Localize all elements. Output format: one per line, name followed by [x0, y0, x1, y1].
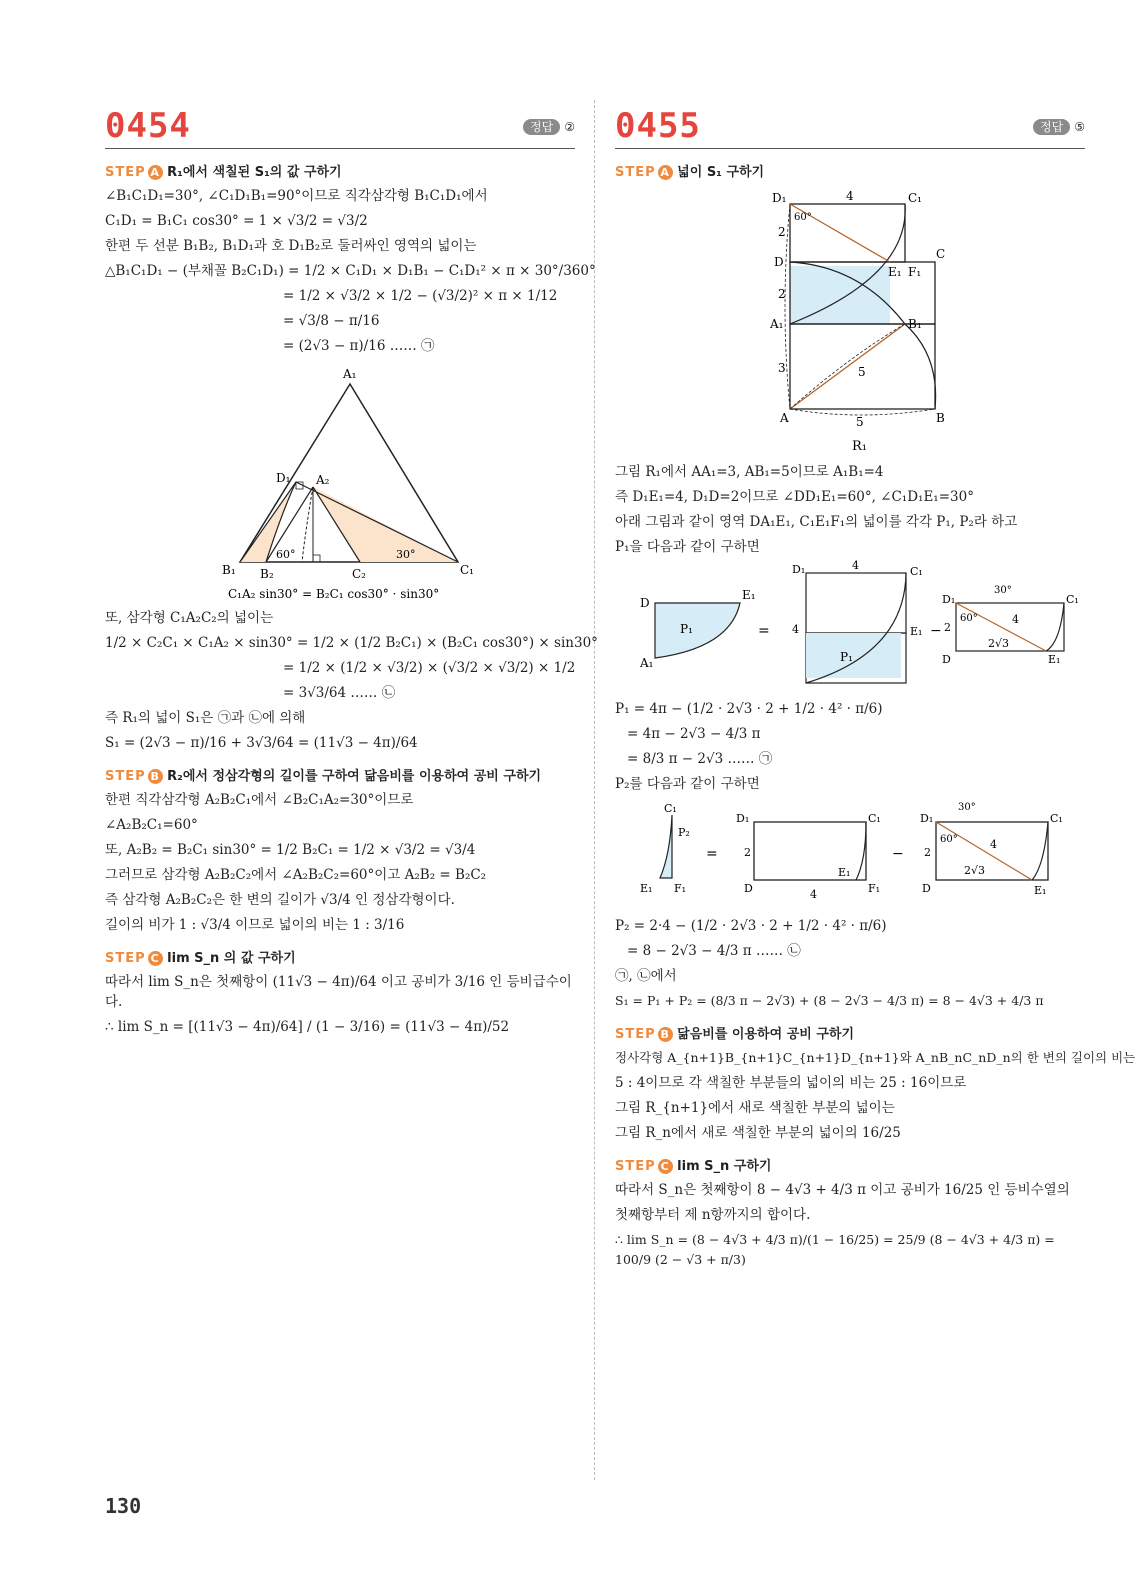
label-angle-60: 60° — [794, 212, 812, 223]
step-letter: C — [148, 951, 163, 966]
label-4: 4 — [810, 888, 817, 901]
answer-value: ② — [564, 120, 575, 134]
problem-number: 0454 — [105, 106, 191, 146]
label-angle-30: 30° — [958, 802, 976, 813]
label-angle-30: 30° — [994, 585, 1012, 596]
step-b-heading — [615, 1023, 1085, 1042]
label-4-c: 4 — [1012, 613, 1019, 626]
equation-line: S₁ = (2√3 − π)/16 + 3√3/64 = (11√3 − 4π)/64 — [105, 735, 418, 751]
equation-line: ∴ lim S_n = [(11√3 − 4π)/64] / (1 − 3/16) = (11√3 − 4π)/52 — [105, 1019, 510, 1035]
label-bottom-5: 5 — [856, 415, 864, 429]
label-4: 4 — [852, 559, 859, 572]
step-title: 넓이 S₁ 구하기 — [677, 165, 765, 180]
text-line: 아래 그림과 같이 영역 DA₁E₁, C₁E₁F₁의 넓이를 각각 P₁, P₂라 하고 — [615, 514, 1018, 530]
label-c1: C₁ — [664, 802, 677, 815]
label-d1: D₁ — [736, 812, 750, 825]
label-p1: P₁ — [680, 622, 693, 636]
text-line: 그림 R_n에서 새로 색칠한 부분의 넓이의 16/25 — [615, 1125, 901, 1141]
text-line: 또, 삼각형 C₁A₂C₂의 넓이는 — [105, 610, 274, 626]
label-a1: A₁ — [343, 367, 357, 381]
equation-line: S₁ = P₁ + P₂ = (8/3 π − 2√3) + (8 − 2√3 − 4/3 π) = 8 − 4√3 + 4/3 π — [615, 993, 1044, 1008]
label-c1-c: C₁ — [1050, 812, 1063, 825]
label-2root3: 2√3 — [988, 637, 1010, 650]
label-e1-c: E₁ — [1048, 653, 1061, 666]
label-f1: F₁ — [908, 265, 922, 279]
equation-line: C₁D₁ = B₁C₁ cos30° = 1 × √3/2 = √3/2 — [105, 213, 368, 229]
label-top-4: 4 — [846, 189, 854, 203]
label-a: A — [780, 411, 789, 425]
text-line: 그림 R₁에서 AA₁=3, AB₁=5이므로 A₁B₁=4 — [615, 464, 884, 480]
answer-badge — [1033, 118, 1085, 135]
problem-0454 — [105, 96, 598, 1042]
p2-decomposition-figure — [620, 800, 1080, 910]
equation-line: = √3/8 − π/16 — [283, 313, 380, 329]
label-angle-60: 60° — [276, 548, 296, 561]
step-a-heading — [615, 161, 1085, 180]
answer-tag: 정답 — [1033, 119, 1070, 135]
label-2: 2 — [944, 621, 951, 634]
text-line: 따라서 lim S_n은 첫째항이 (11√3 − 4π)/64 이고 공비가 3/16 인 등비급수이다. — [105, 974, 572, 1010]
text-line: 5 : 4이므로 각 색칠한 부분들의 넓이의 비는 25 : 16이므로 — [615, 1075, 967, 1091]
step-label: STEP — [105, 769, 146, 784]
label-d: D — [744, 882, 753, 895]
label-d: D — [774, 255, 784, 269]
label-d: D — [640, 596, 650, 610]
shaded-region-p1 — [790, 266, 890, 324]
problem-number: 0455 — [615, 106, 701, 146]
triangle-figure — [210, 362, 474, 602]
equation-line: = 4π − 2√3 − 4/3 π — [627, 726, 761, 742]
label-c1-c: C₁ — [1066, 593, 1079, 606]
text-line: 따라서 S_n은 첫째항이 8 − 4√3 + 4/3 π 이고 공비가 16/25 인 등비수열의 — [615, 1182, 1070, 1198]
text-line: 정사각형 A_{n+1}B_{n+1}C_{n+1}D_{n+1}와 A_nB_nC_nD_n의 한 변의 길이의 비는 — [615, 1050, 1135, 1065]
label-f1-b: F₁ — [868, 882, 881, 895]
label-c1-b: C₁ — [868, 812, 881, 825]
label-b2: B₂ — [260, 567, 274, 581]
step-title: 닮음비를 이용하여 공비 구하기 — [677, 1027, 855, 1042]
label-e1-b: E₁ — [910, 625, 923, 638]
label-c1: C₁ — [460, 563, 474, 577]
label-e1: E₁ — [888, 265, 902, 279]
equation-line: = 1/2 × √3/2 × 1/2 − (√3/2)² × π × 1/12 — [283, 288, 558, 304]
label-d1-c: D₁ — [942, 593, 956, 606]
label-diag-5: 5 — [858, 365, 866, 379]
step-label: STEP — [615, 1027, 656, 1042]
label-side-2b: 2 — [778, 287, 786, 301]
text-line: 즉 D₁E₁=4, D₁D=2이므로 ∠DD₁E₁=60°, ∠C₁D₁E₁=30° — [615, 489, 974, 505]
equation-line: = 8/3 π − 2√3 …… ㉠ — [627, 751, 773, 767]
step-letter: A — [148, 165, 163, 180]
text-line: 길이의 비가 1 : √3/4 이므로 넓이의 비는 1 : 3/16 — [105, 917, 405, 933]
equation-line: 또, A₂B₂ = B₂C₁ sin30° = 1/2 B₂C₁ = 1/2 × √3/2 = √3/4 — [105, 842, 476, 858]
step-label: STEP — [105, 951, 146, 966]
step-b-heading — [105, 765, 575, 784]
label-4-side: 4 — [792, 623, 799, 636]
equation-line: = 1/2 × (1/2 × √3/2) × (√3/2 × √3/2) × 1/2 — [283, 660, 576, 676]
square-figure-r1 — [740, 186, 960, 456]
page-number: 130 — [105, 1494, 142, 1518]
step-title: R₂에서 정삼각형의 길이를 구하여 닮음비를 이용하여 공비 구하기 — [167, 769, 542, 784]
label-b1: B₁ — [908, 317, 922, 331]
equation-line: = 8 − 2√3 − 4/3 π …… ㉡ — [627, 943, 801, 959]
text-line: ∠A₂B₂C₁=60° — [105, 817, 198, 833]
step-a-heading — [105, 161, 575, 180]
problem-header — [615, 96, 1085, 149]
equation-line: = (2√3 − π)/16 …… ㉠ — [283, 338, 435, 354]
label-d1-c: D₁ — [920, 812, 934, 825]
label-2: 2 — [744, 846, 751, 859]
step-label: STEP — [615, 1159, 656, 1174]
figure-caption: C₁A₂ sin30° = B₂C₁ cos30° · sin30° — [228, 587, 440, 601]
label-f1: F₁ — [674, 882, 687, 895]
answer-value: ⑤ — [1074, 120, 1085, 134]
label-e1: E₁ — [742, 588, 756, 602]
label-b1: B₁ — [222, 563, 236, 577]
answer-badge — [523, 118, 575, 135]
label-a2: A₂ — [316, 473, 330, 487]
problem-0455 — [615, 96, 1135, 1275]
equation-line: △B₁C₁D₁ − (부채꼴 B₂C₁D₁) = 1/2 × C₁D₁ × D₁B₁ − C₁D₁² × π × 30°/360° — [105, 263, 596, 279]
text-line: 즉 삼각형 A₂B₂C₂은 한 변의 길이가 √3/4 인 정삼각형이다. — [105, 892, 455, 908]
label-2root3: 2√3 — [964, 864, 986, 877]
step-title: R₁에서 색칠된 S₁의 값 구하기 — [167, 165, 342, 180]
label-c1: C₁ — [908, 191, 922, 205]
equation-line: 1/2 × C₂C₁ × C₁A₂ × sin30° = 1/2 × (1/2 B₂C₁) × (B₂C₁ cos30°) × sin30° — [105, 635, 598, 651]
label-c2: C₂ — [352, 567, 366, 581]
label-e1: E₁ — [640, 882, 653, 895]
text-line: 한편 직각삼각형 A₂B₂C₁에서 ∠B₂C₁A₂=30°이므로 — [105, 792, 414, 808]
step-title: lim S_n 의 값 구하기 — [167, 951, 296, 966]
figure-caption: R₁ — [852, 439, 867, 454]
label-p2: P₂ — [678, 826, 690, 839]
step-letter: B — [658, 1027, 673, 1042]
step-label: STEP — [615, 165, 656, 180]
text-line: P₂를 다음과 같이 구하면 — [615, 776, 760, 792]
answer-tag: 정답 — [523, 119, 560, 135]
text-line: ∠B₁C₁D₁=30°, ∠C₁D₁B₁=90°이므로 직각삼각형 B₁C₁D₁에서 — [105, 188, 488, 204]
step-letter: B — [148, 769, 163, 784]
minus-sign: − — [892, 846, 904, 862]
text-line: 그림 R_{n+1}에서 새로 색칠한 부분의 넓이는 — [615, 1100, 895, 1116]
equation-line: P₂ = 2·4 − (1/2 · 2√3 · 2 + 1/2 · 4² · π/6) — [615, 918, 887, 934]
step-c-heading — [615, 1155, 1085, 1174]
equation-line: = 3√3/64 …… ㉡ — [283, 685, 396, 701]
label-p1-b: P₁ — [840, 650, 853, 664]
label-c1: C₁ — [910, 565, 923, 578]
text-line: 그러므로 삼각형 A₂B₂C₂에서 ∠A₂B₂C₂=60°이고 A₂B₂ = B₂C₂ — [105, 867, 487, 883]
step-title: lim S_n 구하기 — [677, 1159, 772, 1174]
label-side-3: 3 — [778, 361, 786, 375]
label-e1-b: E₁ — [838, 866, 851, 879]
label-a1: A₁ — [640, 656, 654, 670]
column-divider — [594, 100, 595, 1480]
label-angle-60: 60° — [960, 613, 978, 624]
step-c-heading — [105, 947, 575, 966]
label-d1: D₁ — [792, 563, 806, 576]
label-d-c: D — [922, 882, 931, 895]
equals-sign: = — [758, 623, 770, 639]
label-2-c: 2 — [924, 846, 931, 859]
label-a1: A₁ — [770, 317, 784, 331]
label-4-c: 4 — [990, 838, 997, 851]
equation-line: ∴ lim S_n = (8 − 4√3 + 4/3 π)/(1 − 16/25) = 25/9 (8 − 4√3 + 4/3 π) = 100/9 (2 − √3 + π/3) — [615, 1232, 1055, 1267]
text-line: 즉 R₁의 넓이 S₁은 ㉠과 ㉡에 의해 — [105, 710, 306, 726]
step-label: STEP — [105, 165, 146, 180]
step-letter: A — [658, 165, 673, 180]
label-angle-60: 60° — [940, 834, 958, 845]
label-b: B — [936, 411, 945, 425]
label-c: C — [936, 247, 946, 261]
equals-sign: = — [706, 846, 718, 862]
text-line: P₁을 다음과 같이 구하면 — [615, 539, 760, 555]
label-angle-30: 30° — [396, 548, 416, 561]
step-letter: C — [658, 1159, 673, 1174]
problem-header — [105, 96, 575, 149]
label-e1-c: E₁ — [1034, 884, 1047, 897]
label-side-2a: 2 — [778, 225, 786, 239]
text-line: 한편 두 선분 B₁B₂, B₁D₁과 호 D₁B₂로 둘러싸인 영역의 넓이는 — [105, 238, 477, 254]
text-line: 첫째항부터 제 n항까지의 합이다. — [615, 1207, 811, 1223]
label-d-c: D — [942, 653, 951, 666]
label-d1: D₁ — [276, 471, 291, 485]
p1-decomposition-figure — [620, 559, 1080, 693]
equation-line: P₁ = 4π − (1/2 · 2√3 · 2 + 1/2 · 4² · π/6) — [615, 701, 883, 717]
minus-sign: − — [930, 623, 942, 639]
label-d1: D₁ — [772, 191, 787, 205]
text-line: ㉠, ㉡에서 — [615, 968, 677, 984]
